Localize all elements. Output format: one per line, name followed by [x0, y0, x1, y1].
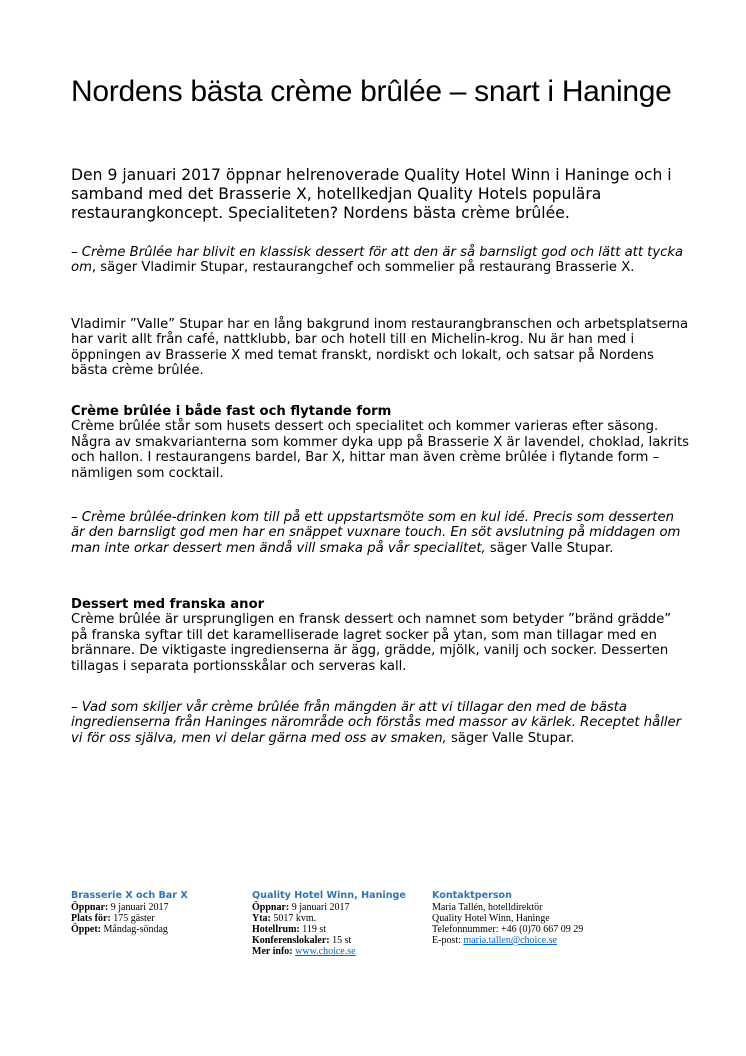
website-link[interactable]: www.choice.se — [295, 946, 356, 957]
quote-paragraph-3 — [71, 700, 691, 746]
footer-contact — [432, 890, 583, 946]
quote-text: – Crème Brûlée har blivit en klassisk dessert för att den är så barnsligt god och lätt att tycka om — [71, 245, 684, 276]
section-crème-brulee-forms — [71, 404, 691, 481]
footer-row: Mer info: www.choice.se — [252, 946, 356, 957]
body-paragraph-1: Vladimir ”Valle” Stupar har en lång bakgrund inom restaurangbranschen och arbetsplatserna har varit allt från café, nattklubb, bar och hotell till en Michelin-krog. Nu är han med i öppningen av Brasserie X med temat franskt, nordiskt och lokalt, och satsar på Nordens bästa crème brûlée. — [71, 317, 689, 379]
contact-line: Quality Hotel Winn, Haninge — [432, 913, 550, 924]
contact-line: E-post: maria.tallen@choice.se — [432, 935, 557, 946]
footer-heading: Kontaktperson — [432, 890, 512, 901]
email-link[interactable]: maria.tallen@choice.se — [463, 935, 557, 946]
section-heading: Dessert med franska anor — [71, 597, 265, 612]
quote-text: – Vad som skiljer vår crème brûlée från mängden är att vi tillagar den med de bästa ingredienserna från Haninges närområde och förstås med massor av kärlek. Receptet håller vi för oss själva, men vi delar gärna med oss av smaken, — [71, 700, 682, 746]
quote-text: – Crème brûlée-drinken kom till på ett uppstartsmöte som en kul idé. Precis som desserten är den barnsligt god men har en snäppet vuxnare touch. En söt avslutning på middagen om man inte orkar dessert men ändå vill smaka på vår specialitet, — [71, 510, 681, 556]
page-title: Nordens bästa crème brûlée – snart i Haninge — [71, 75, 672, 108]
footer-row: Konferenslokaler: 15 st — [252, 935, 352, 946]
section-text: Crème brûlée är ursprungligen en fransk dessert och namnet som betyder ”bränd grädde” på franska syftar till det karamelliserade lagret socker på ytan, som man tillagar med en brännare. De viktigaste ingredienserna är ägg, grädde, mjölk, vanilj och socker. Desserten tillagas i separata portionsskålar och serveras kall. — [71, 612, 672, 674]
footer-row: Öppet: Måndag-söndag — [71, 924, 168, 935]
footer-row: Öppnar: 9 januari 2017 — [71, 902, 169, 913]
attribution: , säger Vladimir Stupar, restaurangchef och sommelier på restaurang Brasserie X. — [91, 260, 635, 276]
footer-row: Hotellrum: 119 st — [252, 924, 327, 935]
quote-paragraph-1 — [71, 245, 691, 276]
footer-row: Öppnar: 9 januari 2017 — [252, 902, 350, 913]
footer-heading: Brasserie X och Bar X — [71, 890, 188, 901]
section-french-origins — [71, 597, 691, 674]
section-heading: Crème brûlée i både fast och flytande form — [71, 404, 392, 419]
attribution: säger Valle Stupar. — [485, 540, 614, 556]
quote-paragraph-2 — [71, 510, 691, 556]
attribution: säger Valle Stupar. — [446, 730, 575, 746]
section-text: Crème brûlée står som husets dessert och specialitet och kommer varieras efter säsong. Några av smakvarianterna som kommer dyka upp på Brasserie X är lavendel, choklad, lakrits och hallon. I restaurangens bardel, Bar X, hittar man även crème brûlée i flytande form – nämligen som cocktail. — [71, 419, 690, 481]
footer-row: Yta: 5017 kvm. — [252, 913, 317, 924]
footer-brasserie — [71, 890, 188, 935]
footer-heading: Quality Hotel Winn, Haninge — [252, 890, 406, 901]
footer-row: Plats för: 175 gäster — [71, 913, 155, 924]
contact-line: Telefonnummer: +46 (0)70 667 09 29 — [432, 924, 584, 935]
lead-paragraph: Den 9 januari 2017 öppnar helrenoverade Quality Hotel Winn i Haninge och i samband med det Brasserie X, hotellkedjan Quality Hotels populära restaurangkoncept. Specialiteten? Nordens bästa crème brûlée. — [71, 166, 672, 222]
footer-hotel — [252, 890, 406, 957]
contact-line: Maria Tallén, hotelldirektör — [432, 902, 543, 913]
